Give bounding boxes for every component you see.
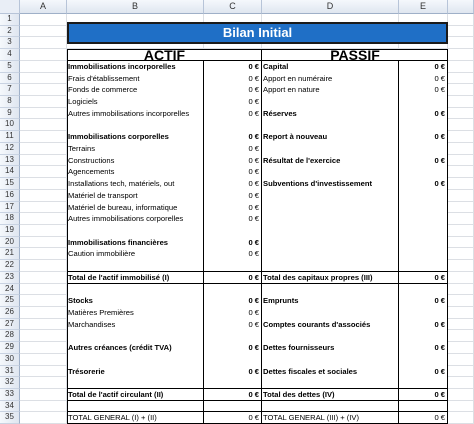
column-header-blank [448,0,474,14]
row-header[interactable]: 3 [0,37,20,49]
passif-label[interactable]: Apport en numéraire [263,73,333,83]
actif-value[interactable]: 0 € [248,73,259,83]
passif-value[interactable]: 0 € [434,155,445,165]
row-header[interactable]: 18 [0,213,20,225]
row-header[interactable]: 2 [0,26,20,38]
row-header[interactable]: 19 [0,225,20,237]
actif-value[interactable]: 0 € [248,214,259,224]
actif-value[interactable]: 0 € [248,155,259,165]
actif-label[interactable]: TOTAL GENERAL (I) + (II) [68,413,157,423]
row-header[interactable]: 31 [0,366,20,378]
row-header[interactable]: 33 [0,389,20,401]
passif-value[interactable]: 0 € [434,179,445,189]
actif-value[interactable]: 0 € [248,108,259,118]
actif-value[interactable]: 0 € [248,249,259,259]
actif-label[interactable]: Fonds de commerce [68,85,138,95]
actif-label[interactable]: Immobilisations corporelles [68,132,169,142]
actif-label[interactable]: Autres immobilisations incorporelles [68,108,190,118]
actif-value[interactable]: 0 € [248,179,259,189]
passif-label[interactable]: Dettes fournisseurs [263,343,335,353]
row-header[interactable]: 1 [0,14,20,26]
actif-value[interactable]: 0 € [248,132,259,142]
actif-label[interactable]: Agencements [68,167,115,177]
row-header[interactable]: 26 [0,307,20,319]
actif-label[interactable]: Logiciels [68,97,98,107]
actif-label[interactable]: Installations tech, matériels, out [68,179,175,189]
passif-value[interactable]: 0 € [434,132,445,142]
actif-value[interactable]: 0 € [248,143,259,153]
actif-value[interactable]: 0 € [248,85,259,95]
passif-label[interactable]: TOTAL GENERAL (III) + (IV) [263,413,359,423]
actif-label[interactable]: Total de l'actif immobilisé (I) [68,272,170,282]
passif-label[interactable]: Subventions d'investissement [263,179,372,189]
row-header[interactable]: 32 [0,377,20,389]
row-header[interactable]: 11 [0,131,20,143]
row-header[interactable]: 4 [0,49,20,61]
actif-value[interactable]: 0 € [248,343,259,353]
actif-value[interactable]: 0 € [248,413,259,423]
row-header[interactable]: 21 [0,248,20,260]
actif-label[interactable]: Matériel de bureau, informatique [68,202,178,212]
row-header[interactable]: 9 [0,108,20,120]
column-header-e[interactable]: E [399,0,448,14]
row-header[interactable]: 17 [0,202,20,214]
column-header-d[interactable]: D [262,0,399,14]
row-header[interactable]: 15 [0,178,20,190]
passif-label[interactable]: Dettes fiscales et sociales [263,366,358,376]
actif-value[interactable]: 0 € [248,296,259,306]
actif-value[interactable]: 0 € [248,61,259,71]
table-vborder [261,61,262,424]
passif-label[interactable]: Comptes courants d'associés [263,319,371,329]
row-header[interactable]: 7 [0,84,20,96]
passif-label[interactable]: Emprunts [263,296,299,306]
passif-label[interactable]: Résultat de l'exercice [263,155,341,165]
passif-label[interactable]: Total des capitaux propres (III) [263,272,373,282]
passif-value[interactable]: 0 € [434,296,445,306]
actif-label[interactable]: Matières Premières [68,308,134,317]
actif-value[interactable]: 0 € [248,390,259,400]
actif-label[interactable]: Matériel de transport [68,190,138,200]
row-header[interactable]: 34 [0,401,20,413]
passif-label[interactable]: Report à nouveau [263,132,328,142]
row-header[interactable]: 25 [0,295,20,307]
select-all-corner[interactable] [0,0,20,14]
row-header[interactable]: 12 [0,143,20,155]
row-header[interactable]: 23 [0,272,20,284]
row-header[interactable]: 16 [0,190,20,202]
row-header[interactable]: 22 [0,260,20,272]
passif-value[interactable]: 0 € [434,85,445,95]
passif-value[interactable]: 0 € [434,272,445,282]
actif-value[interactable]: 0 € [248,190,259,200]
actif-label[interactable]: Frais d'établissement [68,73,140,83]
actif-label[interactable]: Constructions [68,155,115,165]
passif-value[interactable]: 0 € [434,319,445,329]
row-header[interactable]: 29 [0,342,20,354]
row-header[interactable]: 30 [0,354,20,366]
row-header[interactable]: 8 [0,96,20,108]
row-header[interactable]: 14 [0,166,20,178]
actif-label[interactable]: Immobilisations incorporelles [68,61,176,71]
actif-label[interactable]: Immobilisations financières [68,237,169,247]
actif-label[interactable]: Stocks [68,296,93,306]
actif-label[interactable]: Marchandises [68,319,116,329]
passif-label[interactable]: Réserves [263,108,297,118]
actif-value[interactable]: 0 € [248,97,259,107]
column-header-c[interactable]: C [204,0,262,14]
title-cell[interactable]: Bilan Initial [67,22,448,44]
passif-header[interactable]: PASSIF [330,49,380,61]
passif-label[interactable]: Capital [263,61,289,71]
column-header-a[interactable]: A [20,0,67,14]
actif-value[interactable]: 0 € [248,319,259,329]
row-header[interactable]: 10 [0,119,20,131]
passif-value[interactable]: 0 € [434,73,445,83]
actif-value[interactable]: 0 € [248,272,259,282]
column-header-b[interactable]: B [67,0,204,14]
actif-value[interactable]: 0 € [248,308,259,317]
passif-value[interactable]: 0 € [434,413,445,423]
passif-value[interactable]: 0 € [434,390,445,400]
actif-header[interactable]: ACTIF [143,49,186,61]
passif-value[interactable]: 0 € [434,366,445,376]
actif-value[interactable]: 0 € [248,202,259,212]
actif-label[interactable]: Autres créances (crédit TVA) [68,343,172,353]
passif-label[interactable]: Total des dettes (IV) [263,390,335,400]
actif-label[interactable]: Total de l'actif circulant (II) [68,390,164,400]
passif-label[interactable]: Apport en nature [263,85,320,95]
row-header[interactable]: 27 [0,319,20,331]
actif-value[interactable]: 0 € [248,167,259,177]
actif-label[interactable]: Caution immobilière [68,249,136,259]
actif-value[interactable]: 0 € [248,366,259,376]
row-header[interactable]: 35 [0,412,20,424]
actif-label[interactable]: Autres immobilisations corporelles [68,214,184,224]
row-header[interactable]: 6 [0,73,20,85]
actif-label[interactable]: Terrains [68,143,96,153]
row-header[interactable]: 13 [0,155,20,167]
actif-label[interactable]: Trésorerie [68,366,105,376]
actif-value[interactable]: 0 € [248,237,259,247]
passif-value[interactable]: 0 € [434,108,445,118]
row-header[interactable]: 24 [0,284,20,296]
passif-value[interactable]: 0 € [434,61,445,71]
row-header[interactable]: 5 [0,61,20,73]
passif-value[interactable]: 0 € [434,343,445,353]
row-header[interactable]: 20 [0,237,20,249]
row-header[interactable]: 28 [0,330,20,342]
